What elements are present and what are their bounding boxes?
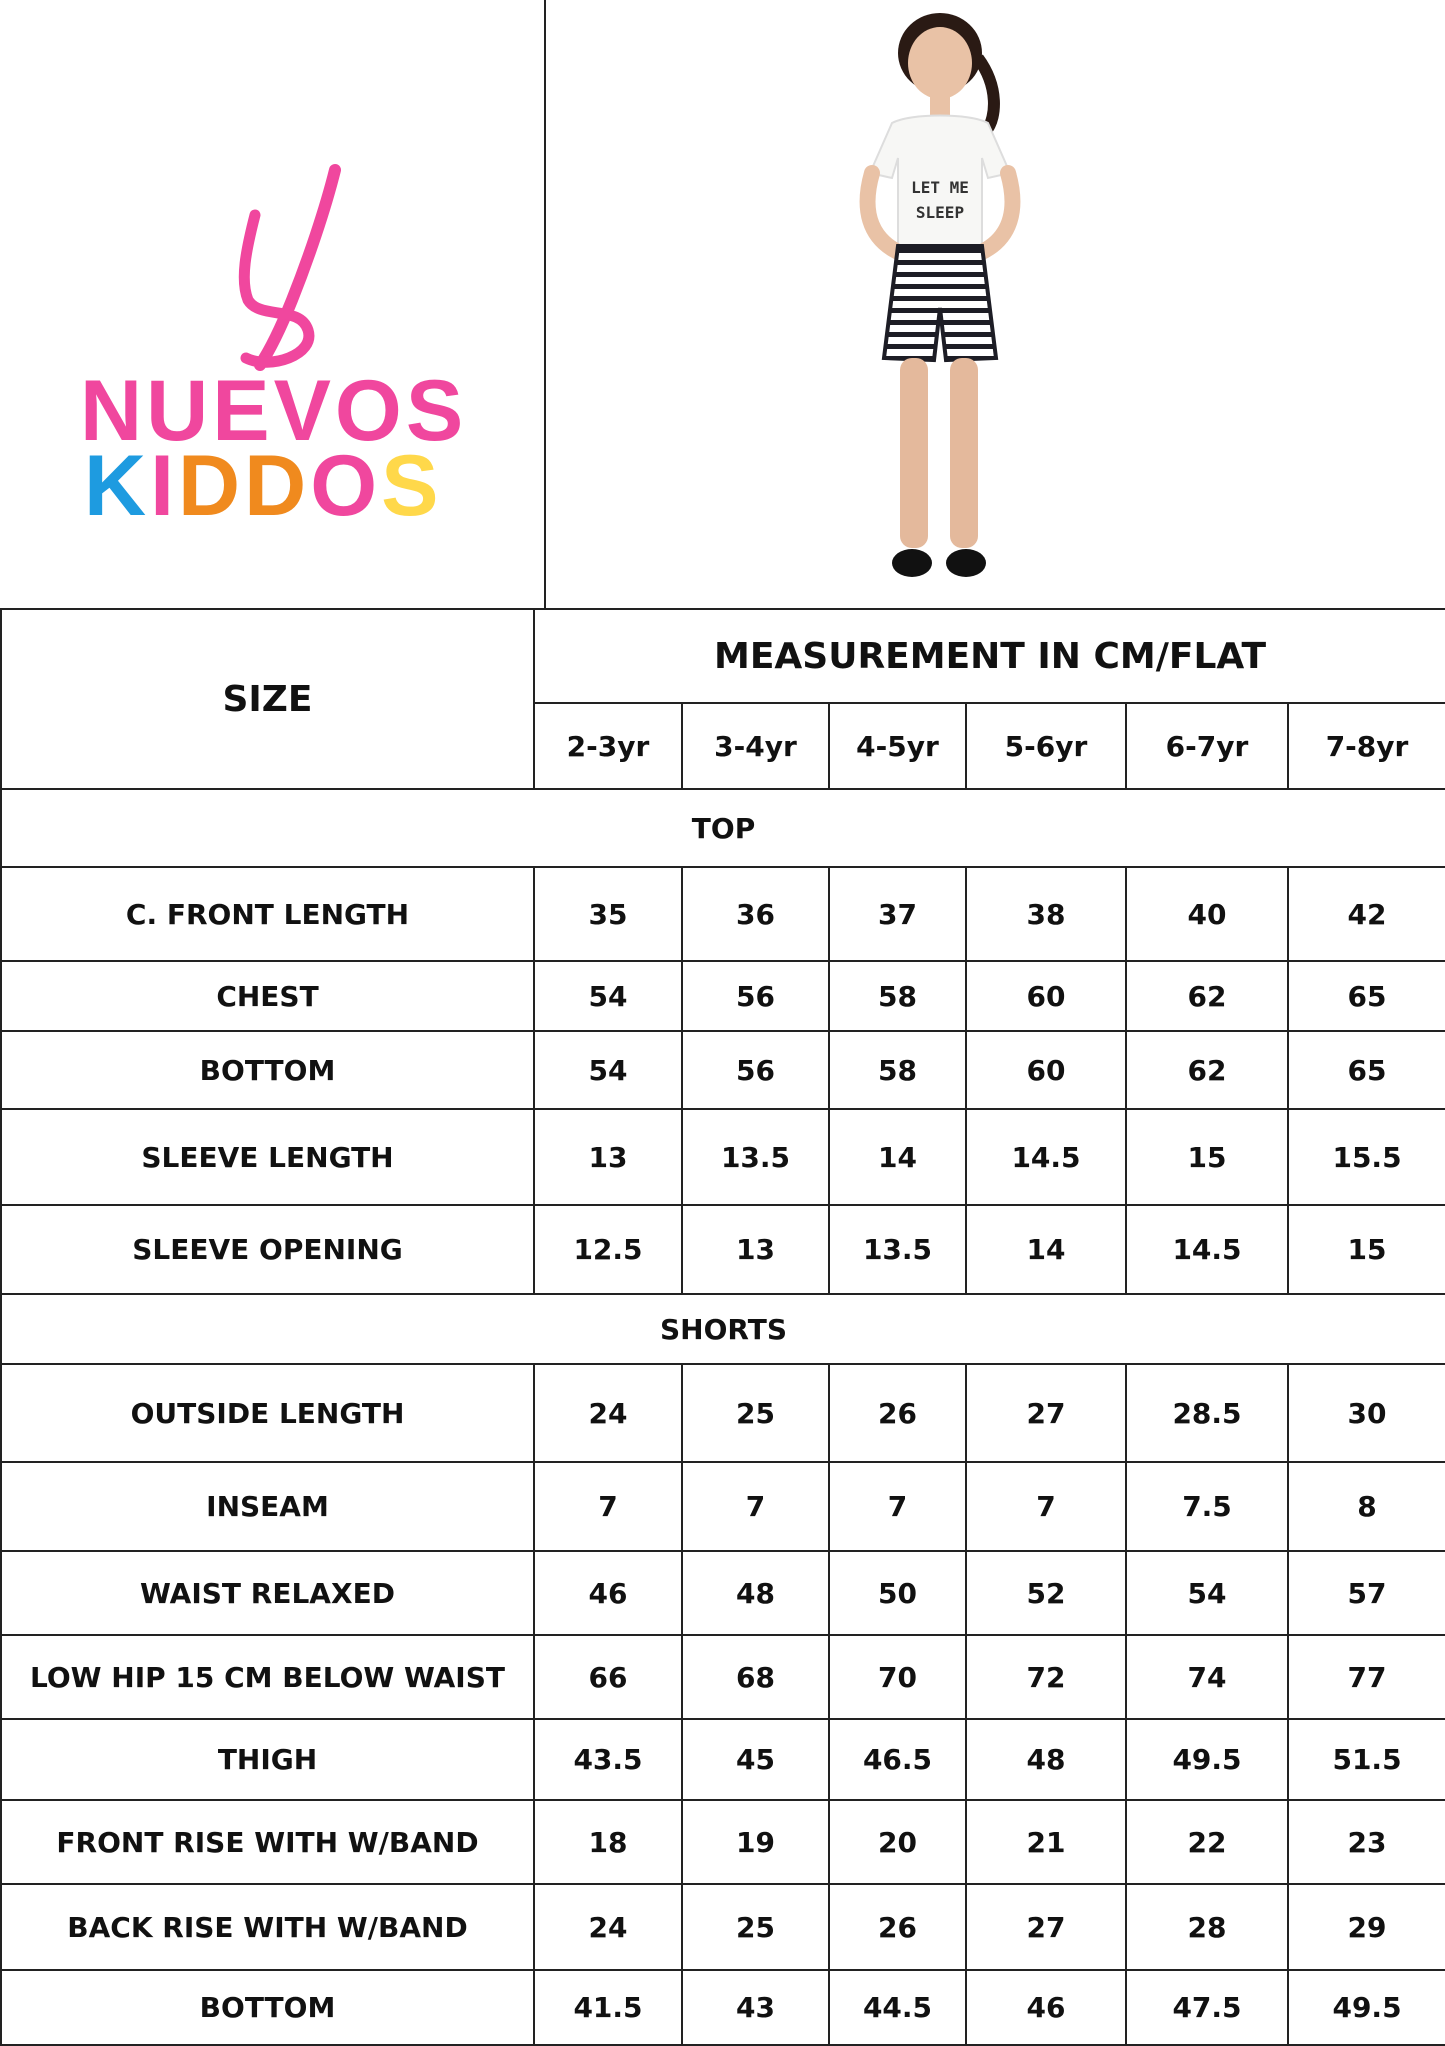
measurement-cell: 30 — [1288, 1364, 1445, 1462]
brand-name-line1: NUEVOS — [80, 363, 468, 459]
measurement-cell: 74 — [1126, 1635, 1288, 1719]
measurement-cell: 7 — [682, 1462, 829, 1551]
measurement-cell: 43.5 — [534, 1719, 682, 1800]
measurement-cell: 40 — [1126, 867, 1288, 961]
row-label: OUTSIDE LENGTH — [1, 1364, 534, 1462]
measurement-header: MEASUREMENT IN CM/FLAT — [534, 609, 1445, 703]
measurement-cell: 68 — [682, 1635, 829, 1719]
measurement-cell: 54 — [1126, 1551, 1288, 1635]
measurement-cell: 12.5 — [534, 1205, 682, 1294]
measurement-cell: 23 — [1288, 1800, 1445, 1884]
brand-name-line2: KIDDOS — [84, 438, 443, 530]
section-title: SHORTS — [1, 1294, 1445, 1364]
measurement-cell: 7.5 — [1126, 1462, 1288, 1551]
measurement-cell: 66 — [534, 1635, 682, 1719]
measurement-cell: 25 — [682, 1884, 829, 1970]
measurement-cell: 35 — [534, 867, 682, 961]
row-label: C. FRONT LENGTH — [1, 867, 534, 961]
table-row — [1, 1109, 1445, 1205]
measurement-cell: 8 — [1288, 1462, 1445, 1551]
measurement-cell: 77 — [1288, 1635, 1445, 1719]
section-title: TOP — [1, 789, 1445, 867]
size-chart-body — [1, 609, 1445, 2045]
measurement-cell: 15 — [1126, 1109, 1288, 1205]
measurement-cell: 20 — [829, 1800, 966, 1884]
bunny-ears-icon — [244, 170, 335, 365]
measurement-cell: 41.5 — [534, 1970, 682, 2045]
measurement-cell: 49.5 — [1288, 1970, 1445, 2045]
measurement-cell: 14 — [966, 1205, 1126, 1294]
size-column-header: 5-6yr — [966, 703, 1126, 789]
measurement-cell: 14.5 — [1126, 1205, 1288, 1294]
measurement-cell: 58 — [829, 961, 966, 1031]
measurement-cell: 58 — [829, 1031, 966, 1109]
measurement-cell: 46.5 — [829, 1719, 966, 1800]
measurement-cell: 62 — [1126, 1031, 1288, 1109]
brand-logo — [70, 150, 490, 530]
table-row — [1, 961, 1445, 1031]
measurement-cell: 60 — [966, 1031, 1126, 1109]
measurement-cell: 44.5 — [829, 1970, 966, 2045]
measurement-cell: 7 — [534, 1462, 682, 1551]
size-column-header: 4-5yr — [829, 703, 966, 789]
row-label: THIGH — [1, 1719, 534, 1800]
measurement-cell: 13 — [534, 1109, 682, 1205]
measurement-cell: 48 — [966, 1719, 1126, 1800]
size-column-header: 6-7yr — [1126, 703, 1288, 789]
measurement-cell: 38 — [966, 867, 1126, 961]
measurement-cell: 56 — [682, 1031, 829, 1109]
row-label: SLEEVE OPENING — [1, 1205, 534, 1294]
row-label: WAIST RELAXED — [1, 1551, 534, 1635]
measurement-cell: 51.5 — [1288, 1719, 1445, 1800]
measurement-cell: 45 — [682, 1719, 829, 1800]
measurement-cell: 14 — [829, 1109, 966, 1205]
measurement-cell: 22 — [1126, 1800, 1288, 1884]
table-row — [1, 1462, 1445, 1551]
section-row — [1, 1294, 1445, 1364]
measurement-cell: 50 — [829, 1551, 966, 1635]
header-area — [0, 0, 1445, 608]
measurement-cell: 27 — [966, 1364, 1126, 1462]
measurement-cell: 18 — [534, 1800, 682, 1884]
measurement-cell: 27 — [966, 1884, 1126, 1970]
measurement-cell: 46 — [534, 1551, 682, 1635]
measurement-cell: 28 — [1126, 1884, 1288, 1970]
measurement-cell: 13.5 — [682, 1109, 829, 1205]
size-column-header: 3-4yr — [682, 703, 829, 789]
table-row — [1, 1884, 1445, 1970]
product-photo — [800, 8, 1080, 598]
size-header: SIZE — [1, 609, 534, 789]
measurement-cell: 65 — [1288, 1031, 1445, 1109]
measurement-cell: 37 — [829, 867, 966, 961]
measurement-cell: 19 — [682, 1800, 829, 1884]
measurement-cell: 54 — [534, 1031, 682, 1109]
table-row — [1, 1635, 1445, 1719]
table-row — [1, 1205, 1445, 1294]
table-row — [1, 1719, 1445, 1800]
measurement-cell: 26 — [829, 1364, 966, 1462]
measurement-cell: 60 — [966, 961, 1126, 1031]
measurement-cell: 24 — [534, 1364, 682, 1462]
measurement-cell: 25 — [682, 1364, 829, 1462]
row-label: INSEAM — [1, 1462, 534, 1551]
measurement-cell: 43 — [682, 1970, 829, 2045]
measurement-cell: 15 — [1288, 1205, 1445, 1294]
measurement-cell: 65 — [1288, 961, 1445, 1031]
measurement-cell: 13.5 — [829, 1205, 966, 1294]
row-label: LOW HIP 15 CM BELOW WAIST — [1, 1635, 534, 1719]
row-label: BACK RISE WITH W/BAND — [1, 1884, 534, 1970]
row-label: FRONT RISE WITH W/BAND — [1, 1800, 534, 1884]
measurement-cell: 15.5 — [1288, 1109, 1445, 1205]
shirt-print-line2: SLEEP — [915, 203, 965, 222]
table-row — [1, 1364, 1445, 1462]
row-label: SLEEVE LENGTH — [1, 1109, 534, 1205]
row-label: BOTTOM — [1, 1031, 534, 1109]
size-chart-table — [0, 608, 1445, 2046]
measurement-cell: 13 — [682, 1205, 829, 1294]
table-row — [1, 1551, 1445, 1635]
measurement-cell: 52 — [966, 1551, 1126, 1635]
measurement-cell: 57 — [1288, 1551, 1445, 1635]
measurement-cell: 36 — [682, 867, 829, 961]
measurement-cell: 26 — [829, 1884, 966, 1970]
row-label: CHEST — [1, 961, 534, 1031]
table-row — [1, 1800, 1445, 1884]
measurement-cell: 54 — [534, 961, 682, 1031]
measurement-cell: 7 — [829, 1462, 966, 1551]
measurement-cell: 56 — [682, 961, 829, 1031]
section-row — [1, 789, 1445, 867]
measurement-cell: 29 — [1288, 1884, 1445, 1970]
measurement-cell: 24 — [534, 1884, 682, 1970]
measurement-cell: 28.5 — [1126, 1364, 1288, 1462]
measurement-cell: 42 — [1288, 867, 1445, 961]
table-row — [1, 1031, 1445, 1109]
table-row — [1, 867, 1445, 961]
shirt-print-line1: LET ME — [911, 178, 969, 197]
header-divider — [544, 0, 546, 608]
measurement-cell: 21 — [966, 1800, 1126, 1884]
measurement-cell: 14.5 — [966, 1109, 1126, 1205]
size-column-header: 2-3yr — [534, 703, 682, 789]
measurement-cell: 49.5 — [1126, 1719, 1288, 1800]
measurement-cell: 62 — [1126, 961, 1288, 1031]
table-row — [1, 1970, 1445, 2045]
row-label: BOTTOM — [1, 1970, 534, 2045]
measurement-cell: 47.5 — [1126, 1970, 1288, 2045]
size-column-header: 7-8yr — [1288, 703, 1445, 789]
measurement-cell: 48 — [682, 1551, 829, 1635]
measurement-cell: 7 — [966, 1462, 1126, 1551]
measurement-cell: 72 — [966, 1635, 1126, 1719]
measurement-cell: 70 — [829, 1635, 966, 1719]
measurement-cell: 46 — [966, 1970, 1126, 2045]
